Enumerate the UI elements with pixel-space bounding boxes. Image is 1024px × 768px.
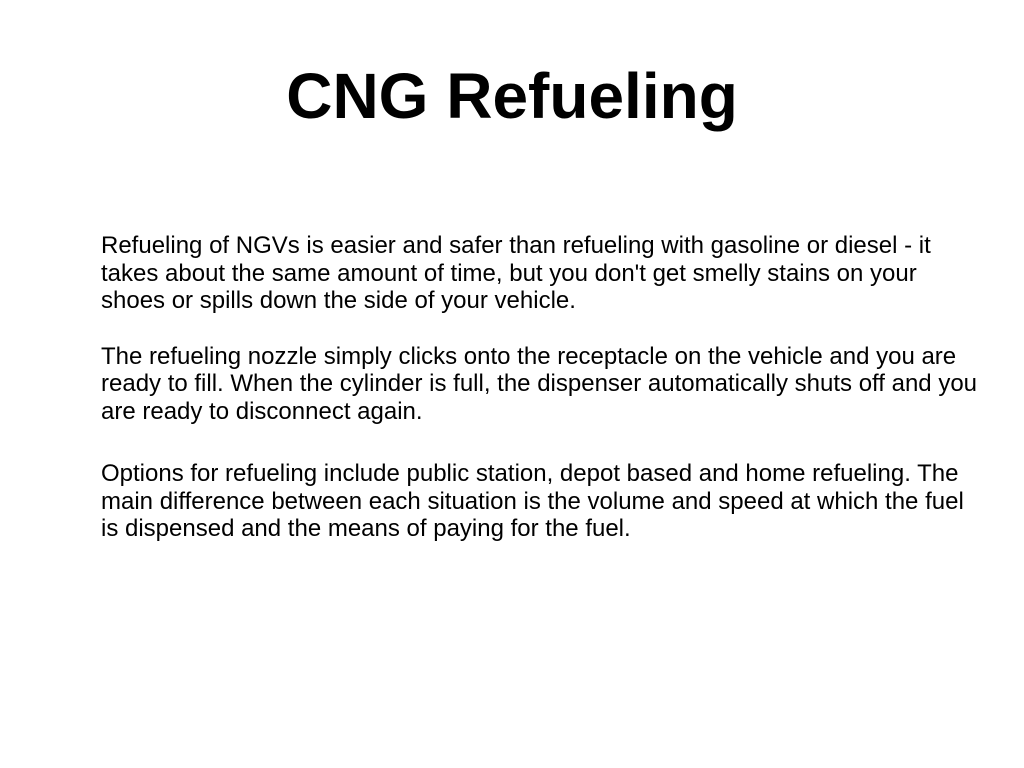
paragraph-options: Options for refueling include public station, depot based and home refueling. The main difference between each situation is the volume and speed at which the fuel is dispensed and the means of paying for the fuel. <box>101 460 964 542</box>
slide-title: CNG Refueling <box>286 60 738 132</box>
paragraph-refueling-ease: Refueling of NGVs is easier and safer than refueling with gasoline or diesel - it takes about the same amount of time, but you don't get smelly stains on your shoes or spills down the side of your vehicle. <box>101 232 931 314</box>
paragraph-nozzle: The refueling nozzle simply clicks onto the receptacle on the vehicle and you are ready to fill. When the cylinder is full, the dispenser automatically shuts off and you are ready to disconnect again. <box>101 342 978 425</box>
slide-body <box>101 232 981 543</box>
